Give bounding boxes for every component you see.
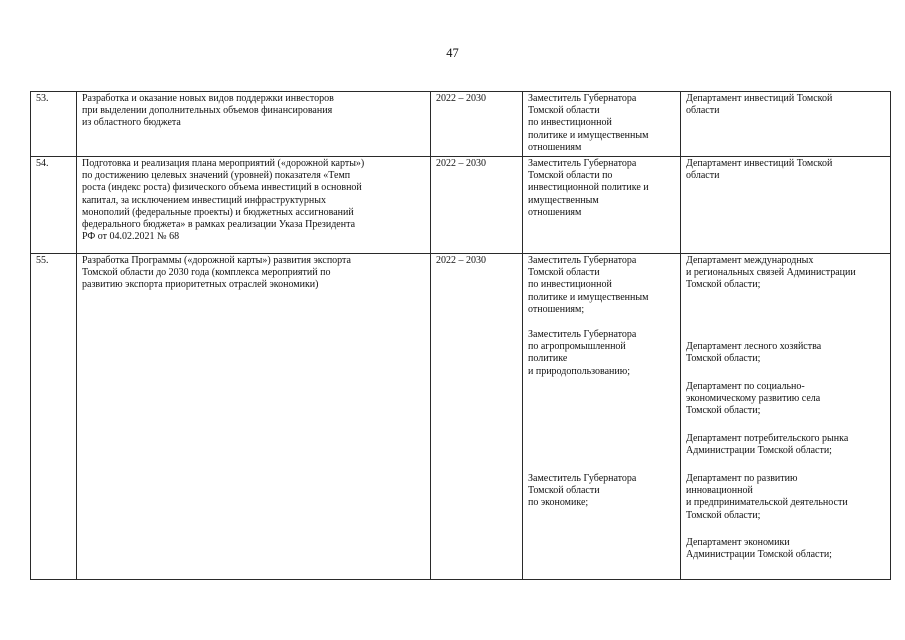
executor-entry: Департамент лесного хозяйства Томской области;: [686, 341, 822, 365]
responsible-entry: Заместитель Губернатора по агропромышленной политике и природопользованию;: [528, 329, 637, 377]
table-row: [31, 92, 891, 157]
row-number: 53.: [31, 92, 77, 157]
executor-cell: Департамент инвестиций Томской области: [681, 157, 891, 254]
deadline-cell: 2022 – 2030: [431, 92, 523, 157]
responsible-cell: Заместитель Губернатора Томской области по инвестиционной политике и имущественным отношениям: [523, 157, 681, 254]
executor-entry: Департамент международных и региональных связей Администрации Томской области;: [686, 255, 856, 291]
responsible-cell: Заместитель Губернатора Томской области по инвестиционной политике и имущественным отношениям: [523, 92, 681, 157]
executor-cell: [681, 254, 891, 580]
activity-cell: Подготовка и реализация плана мероприятий («дорожной карты») по достижению целевых значений (уровней) показателя «Темп роста (индекс роста) физического объема инвестиций в основной капитал, за исключением инвестиций инфраструктурных монополий (федеральные проекты) и бюджетных ассигнований федерального бюджета» в рамках реализации Указа Президента РФ от 04.02.2021 № 68: [77, 157, 431, 254]
table-row: [31, 254, 891, 580]
table-row: [31, 157, 891, 254]
responsible-cell: [523, 254, 681, 580]
activity-cell: Разработка и оказание новых видов поддержки инвесторов при выделении дополнительных объемов финансирования из областного бюджета: [77, 92, 431, 157]
executor-entry: Департамент экономики Администрации Томской области;: [686, 537, 832, 561]
page-number: 47: [446, 46, 459, 60]
deadline-cell: 2022 – 2030: [431, 157, 523, 254]
row-number: 54.: [31, 157, 77, 254]
row-number: 55.: [31, 254, 77, 580]
executor-entry: Департамент потребительского рынка Администрации Томской области;: [686, 433, 849, 457]
measures-table: [30, 91, 891, 580]
activity-cell: Разработка Программы («дорожной карты») развития экспорта Томской области до 2030 года (комплекса мероприятий по развитию экспорта приоритетных отраслей экономики): [77, 254, 431, 580]
deadline-cell: 2022 – 2030: [431, 254, 523, 580]
executor-entry: Департамент по социально- экономическому развитию села Томской области;: [686, 381, 821, 417]
executor-cell: Департамент инвестиций Томской области: [681, 92, 891, 157]
responsible-entry: Заместитель Губернатора Томской области по инвестиционной политике и имущественным отношениям;: [528, 255, 649, 315]
responsible-entry: Заместитель Губернатора Томской области по экономике;: [528, 473, 637, 509]
executor-entry: Департамент по развитию инновационной и предпринимательской деятельности Томской области;: [686, 473, 848, 521]
